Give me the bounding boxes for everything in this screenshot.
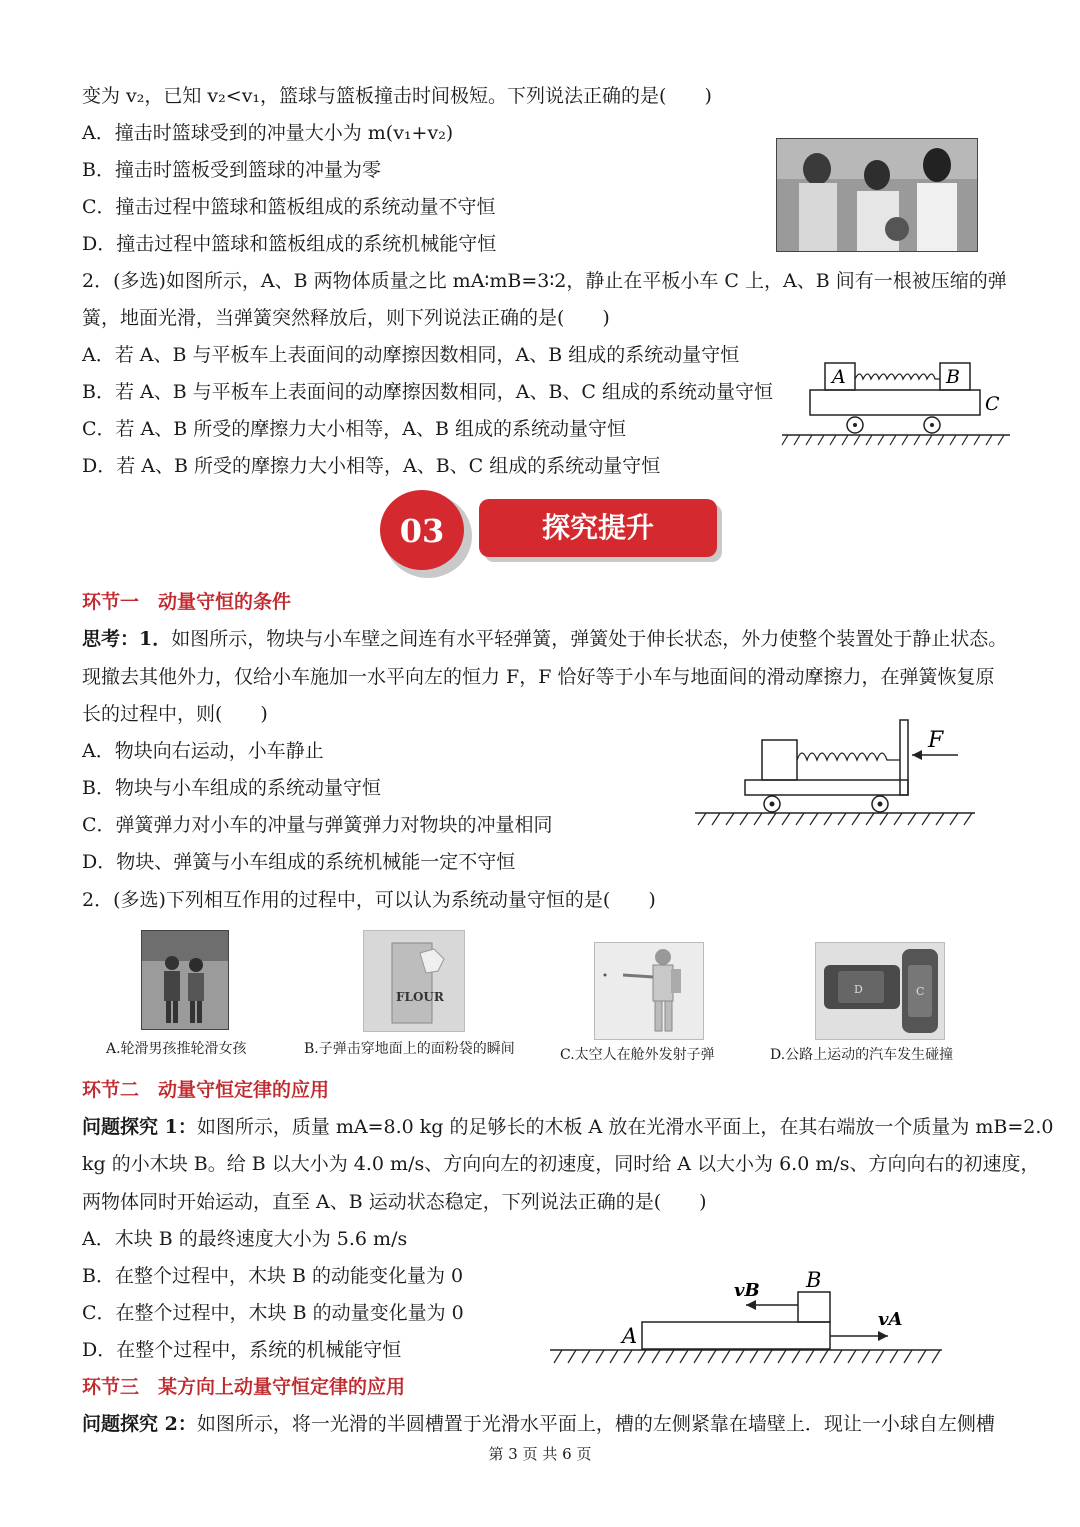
q1-option-c: C．撞击过程中篮球和篮板组成的系统动量不守恒 bbox=[82, 196, 496, 218]
part1-option-b: B．物块与小车组成的系统动量守恒 bbox=[82, 777, 381, 799]
part2-option-a: A．木块 B 的最终速度大小为 5.6 m/s bbox=[82, 1228, 408, 1250]
q2-stem-2: 簧，地面光滑，当弹簧突然释放后，则下列说法正确的是( ) bbox=[82, 307, 610, 329]
section-number: 03 bbox=[399, 512, 445, 550]
caption-c: C.太空人在舱外发射子弹 bbox=[560, 1047, 715, 1063]
cart-ab-diagram bbox=[780, 355, 1015, 450]
part1-option-c: C．弹簧弹力对小车的冲量与弹簧弹力对物块的冲量相同 bbox=[82, 814, 553, 836]
car-collision-photo bbox=[815, 942, 945, 1040]
part3-label: 问题探究 2： bbox=[82, 1413, 197, 1435]
plank-a-label: A bbox=[622, 1324, 638, 1348]
part2-option-c: C．在整个过程中，木块 B 的动量变化量为 0 bbox=[82, 1302, 464, 1324]
think-text-1: 如图所示，物块与小车壁之间连有水平轻弹簧，弹簧处于伸长状态，外力使整个装置处于静止状态。 bbox=[171, 628, 1008, 650]
plank-block-diagram bbox=[548, 1265, 948, 1370]
basketball-photo bbox=[776, 138, 978, 252]
q2-option-b: B．若 A、B 与平板车上表面间的动摩擦因数相同，A、B、C 组成的系统动量守恒 bbox=[82, 381, 773, 403]
part2-option-b: B．在整个过程中，木块 B 的动能变化量为 0 bbox=[82, 1265, 464, 1287]
page-footer: 第 3 页 共 6 页 bbox=[488, 1445, 592, 1463]
part2-option-d: D．在整个过程中，系统的机械能守恒 bbox=[82, 1339, 402, 1361]
part1-think-line3: 长的过程中，则( ) bbox=[82, 703, 268, 725]
q2-option-c: C．若 A、B 所受的摩擦力大小相等，A、B 组成的系统动量守恒 bbox=[82, 418, 627, 440]
part2-stem-line1 bbox=[82, 1114, 1053, 1140]
block-b-label-2: B bbox=[806, 1268, 822, 1292]
q1-option-b: B．撞击时篮板受到篮球的冲量为零 bbox=[82, 159, 381, 181]
cart-spring-diagram bbox=[690, 715, 980, 830]
q1-option-d: D．撞击过程中篮球和篮板组成的系统机械能守恒 bbox=[82, 233, 497, 255]
part2-stem-line2: kg 的小木块 B。给 B 以大小为 4.0 m/s、方向向左的初速度，同时给 A 以大小为 6.0 m/s、方向向右的初速度， bbox=[82, 1153, 1040, 1175]
q1-option-a: A．撞击时篮球受到的冲量大小为 m(v₁+v₂) bbox=[82, 122, 454, 144]
part2-label: 问题探究 1： bbox=[82, 1116, 197, 1138]
flour-text: FLOUR bbox=[396, 990, 444, 1004]
va-label: vA bbox=[878, 1309, 903, 1330]
vb-label: vB bbox=[734, 1280, 760, 1301]
part2-heading: 环节二 动量守恒定律的应用 bbox=[82, 1079, 330, 1101]
car-d-label: D bbox=[854, 983, 863, 996]
part1-think-line2: 现撤去其他外力，仅给小车施加一水平向左的恒力 F，F 恰好等于小车与地面间的滑动摩擦力，在弹簧恢复原 bbox=[82, 666, 995, 688]
block-a-label: A bbox=[832, 366, 846, 388]
part3-heading: 环节三 某方向上动量守恒定律的应用 bbox=[82, 1376, 406, 1398]
block-b-label: B bbox=[946, 366, 960, 388]
part1-option-d: D．物块、弹簧与小车组成的系统机械能一定不守恒 bbox=[82, 851, 516, 873]
q1-stem-tail: 变为 v₂，已知 v₂<v₁，篮球与篮板撞击时间极短。下列说法正确的是( ) bbox=[82, 85, 712, 107]
caption-b: B.子弹击穿地面上的面粉袋的瞬间 bbox=[304, 1041, 515, 1057]
part1-option-a: A．物块向右运动，小车静止 bbox=[82, 740, 324, 762]
caption-a: A.轮滑男孩推轮滑女孩 bbox=[106, 1041, 247, 1057]
part1-q2-stem: 2．(多选)下列相互作用的过程中，可以认为系统动量守恒的是( ) bbox=[82, 889, 656, 911]
q2-option-a: A．若 A、B 与平板车上表面间的动摩擦因数相同，A、B 组成的系统动量守恒 bbox=[82, 344, 740, 366]
caption-d: D.公路上运动的汽车发生碰撞 bbox=[770, 1047, 954, 1063]
roller-skating-photo bbox=[141, 930, 229, 1030]
part1-think-line1 bbox=[82, 626, 1007, 652]
astronaut-photo bbox=[594, 942, 704, 1040]
part3-stem-text-1: 如图所示，将一光滑的半圆槽置于光滑水平面上，槽的左侧紧靠在墙壁上．现让一小球自左侧槽 bbox=[196, 1413, 995, 1435]
think-label: 思考：1． bbox=[82, 628, 172, 650]
cart-c-label: C bbox=[985, 393, 1000, 415]
q2-option-d: D．若 A、B 所受的摩擦力大小相等，A、B、C 组成的系统动量守恒 bbox=[82, 455, 661, 477]
flour-bag-photo bbox=[363, 930, 465, 1032]
section-title: 探究提升 bbox=[541, 511, 655, 544]
part3-stem-line1 bbox=[82, 1411, 995, 1437]
part2-stem-line3: 两物体同时开始运动，直至 A、B 运动状态稳定，下列说法正确的是( ) bbox=[82, 1191, 707, 1213]
section-banner bbox=[380, 488, 725, 580]
part1-heading: 环节一 动量守恒的条件 bbox=[82, 591, 292, 613]
q2-stem-1: 2．(多选)如图所示，A、B 两物体质量之比 mA∶mB=3∶2，静止在平板小车 C 上，A、B 间有一根被压缩的弹 bbox=[82, 270, 1007, 292]
car-c-label: C bbox=[916, 985, 925, 998]
force-f-label: F bbox=[928, 728, 944, 753]
part2-stem-text-1: 如图所示，质量 mA=8.0 kg 的足够长的木板 A 放在光滑水平面上，在其右端放一个质量为 mB=2.0 bbox=[196, 1116, 1054, 1138]
